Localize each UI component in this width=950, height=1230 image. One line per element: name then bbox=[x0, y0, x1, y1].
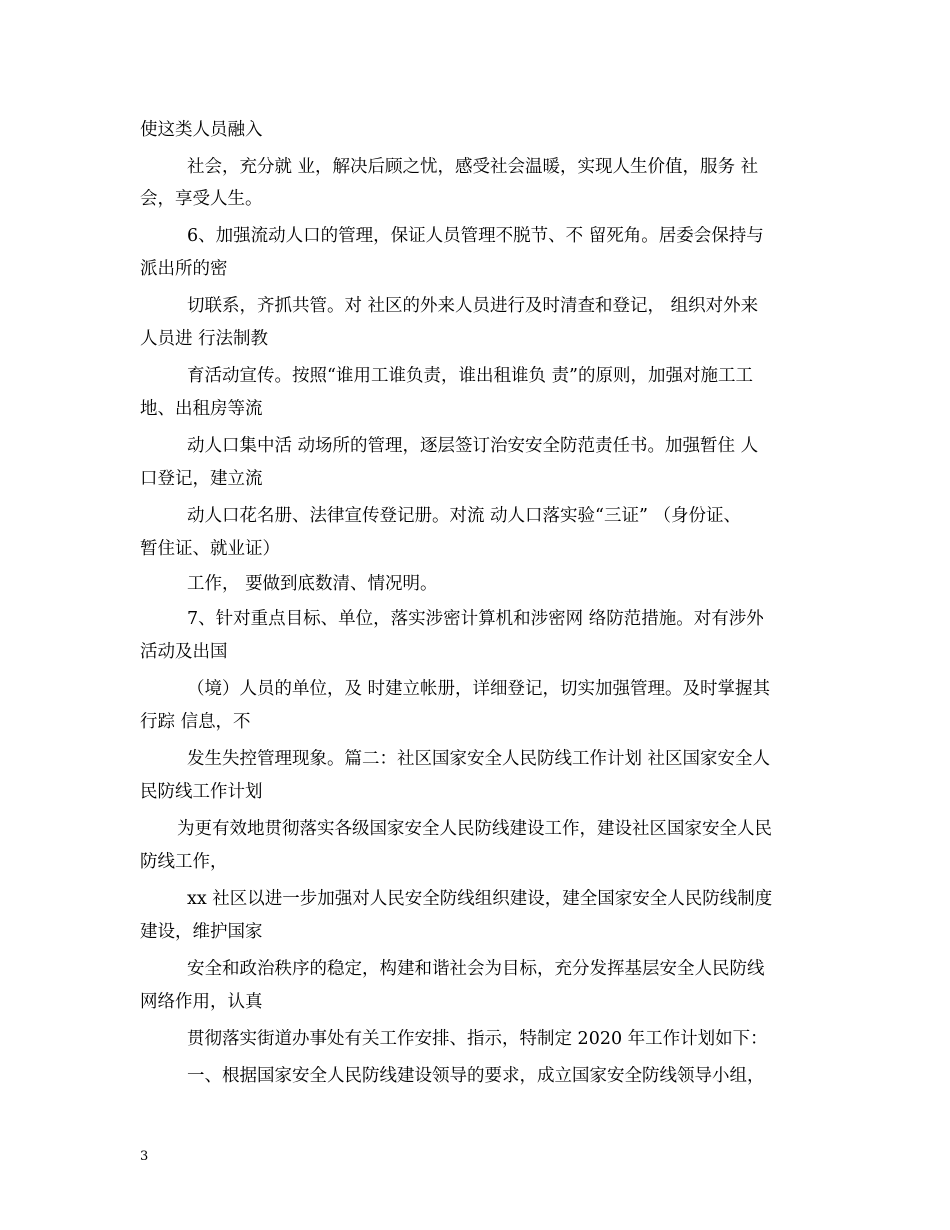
text-line: 派出所的密 bbox=[140, 259, 228, 279]
text-line: 社会，充分就 业，解决后顾之忧，感受社会温暖，实现人生价值，服务 社 bbox=[187, 157, 759, 177]
text-line: 网络作用，认真 bbox=[140, 992, 263, 1012]
text-line: 动人口花名册、法律宣传登记册。对流 动人口落实验“三证” （身份证、 bbox=[187, 506, 742, 526]
text-line: 使这类人员融入 bbox=[140, 120, 263, 140]
page-number: 3 bbox=[140, 1149, 149, 1164]
text-line: 防线工作， bbox=[140, 852, 228, 872]
text-line: 地、出租房等流 bbox=[140, 399, 263, 419]
text-line: 为更有效地贯彻落实各级国家安全人民防线建设工作，建设社区国家安全人民 bbox=[177, 819, 772, 839]
text-line: 行踪 信息，不 bbox=[140, 712, 251, 732]
text-line: 6、加强流动人口的管理，保证人员管理不脱节、不 留死角。居委会保持与 bbox=[187, 226, 764, 246]
text-line: 一、根据国家安全人民防线建设领导的要求，成立国家安全防线领导小组， bbox=[187, 1066, 765, 1086]
text-line: xx 社区以进一步加强对人民安全防线组织建设，建全国家安全人民防线制度 bbox=[187, 889, 773, 909]
text-line: 工作， 要做到底数清、情况明。 bbox=[187, 574, 438, 594]
text-line: 切联系，齐抓共管。对 社区的外来人员进行及时清查和登记， 组织对外来 bbox=[187, 296, 759, 316]
text-line: （境）人员的单位，及 时建立帐册，详细登记，切实加强管理。及时掌握其 bbox=[187, 679, 771, 699]
text-line: 建设，维护国家 bbox=[140, 922, 263, 942]
text-line: 安全和政治秩序的稳定，构建和谐社会为目标，充分发挥基层安全人民防线 bbox=[187, 959, 765, 979]
text-line: 会，享受人生。 bbox=[140, 189, 263, 209]
text-line: 育活动宣传。按照“谁用工谁负责，谁出租谁负 责”的原则，加强对施工工 bbox=[187, 366, 753, 386]
text-line: 7、针对重点目标、单位，落实涉密计算机和涉密网 络防范措施。对有涉外 bbox=[187, 609, 764, 629]
text-line: 人员进 行法制教 bbox=[140, 329, 269, 349]
text-line: 口登记，建立流 bbox=[140, 469, 263, 489]
text-line: 活动及出国 bbox=[140, 642, 228, 662]
text-line: 暂住证、就业证） bbox=[140, 539, 280, 559]
text-line: 动人口集中活 动场所的管理，逐层签订治安安全防范责任书。加强暂住 人 bbox=[187, 436, 759, 456]
text-line: 贯彻落实街道办事处有关工作安排、指示，特制定 2020 年工作计划如下： bbox=[187, 1029, 768, 1049]
text-line: 发生失控管理现象。篇二：社区国家安全人民防线工作计划 社区国家安全人 bbox=[187, 749, 771, 769]
text-line: 民防线工作计划 bbox=[140, 782, 263, 802]
